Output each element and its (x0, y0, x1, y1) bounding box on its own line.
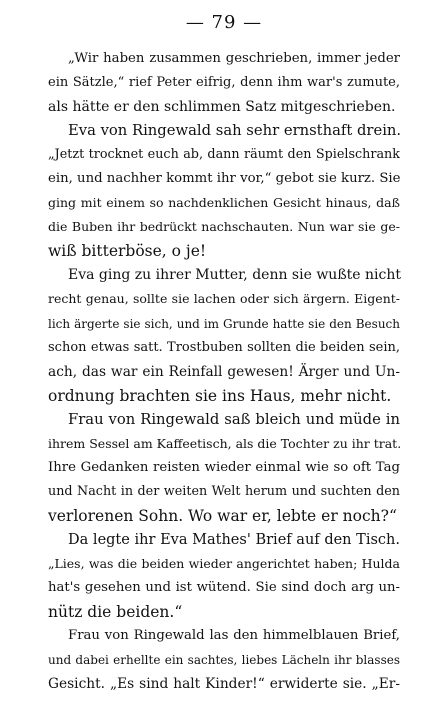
text-line: und Nacht in der weiten Welt herum und suchten den (48, 483, 400, 499)
text-line: lich ärgerte sie sich, und im Grunde hatte sie den Besuch (48, 316, 400, 331)
text-line: „Lies, was die beiden wieder angerichtet haben; Hulda (48, 555, 400, 571)
text-line: hat's gesehen und ist wütend. Sie sind doch arg un- (48, 580, 400, 596)
text-line: Eva von Ringewald sah sehr ernsthaft drein. (68, 122, 402, 140)
text-line: ordnung brachten sie ins Haus, mehr nicht. (48, 386, 392, 405)
text-line: recht genau, sollte sie lachen oder sich ärgern. Eigent- (48, 291, 400, 307)
text-line: ging mit einem so nachdenklichen Gesicht hinaus, daß (48, 195, 400, 211)
text-line: ach, das war ein Reinfall gewesen! Ärger und Un- (48, 363, 400, 380)
text-line: verlorenen Sohn. Wo war er, lebte er noch?“ (48, 506, 397, 525)
text-line: nütz die beiden.“ (48, 603, 183, 622)
text-line: die Buben ihr bedrückt nachschauten. Nun war sie ge- (48, 219, 400, 235)
text-line: ein, und nachher kommt ihr vor,“ gebot sie kurz. Sie (48, 171, 401, 187)
text-line: Frau von Ringewald saß bleich und müde in (68, 410, 400, 428)
text-line: wiß bitterböse, o je! (48, 242, 207, 261)
text-line: „Wir haben zusammen geschrieben, immer jeder (68, 51, 400, 66)
text-line: Eva ging zu ihrer Mutter, denn sie wußte nicht (68, 267, 402, 284)
text-line: als hätte er den schlimmen Satz mitgeschrieben. (48, 99, 396, 116)
text-line: ihrem Sessel am Kaffeetisch, als die Tochter zu ihr trat. (48, 435, 402, 451)
text-line: „Jetzt trocknet euch ab, dann räumt den Spielschrank (48, 147, 400, 163)
text-line: und dabei erhellte ein sachtes, liebes Lächeln ihr blasses (48, 653, 400, 668)
text-line: Gesicht. „Es sind halt Kinder!“ erwiderte sie. „Er- (48, 676, 400, 693)
text-line: ein Sätzle,“ rief Peter eifrig, denn ihm war's zumute, (48, 75, 400, 91)
text-line: schon etwas satt. Trostbuben sollten die beiden sein, (48, 339, 400, 355)
text-line: Frau von Ringewald las den himmelblauen Brief, (68, 628, 400, 644)
text-line: Ihre Gedanken reisten wieder einmal wie so oft Tag (48, 459, 400, 475)
page-body-text (48, 47, 400, 696)
page-number: — 79 — (185, 12, 263, 33)
text-line: Da legte ihr Eva Mathes' Brief auf den Tisch. (68, 531, 400, 548)
